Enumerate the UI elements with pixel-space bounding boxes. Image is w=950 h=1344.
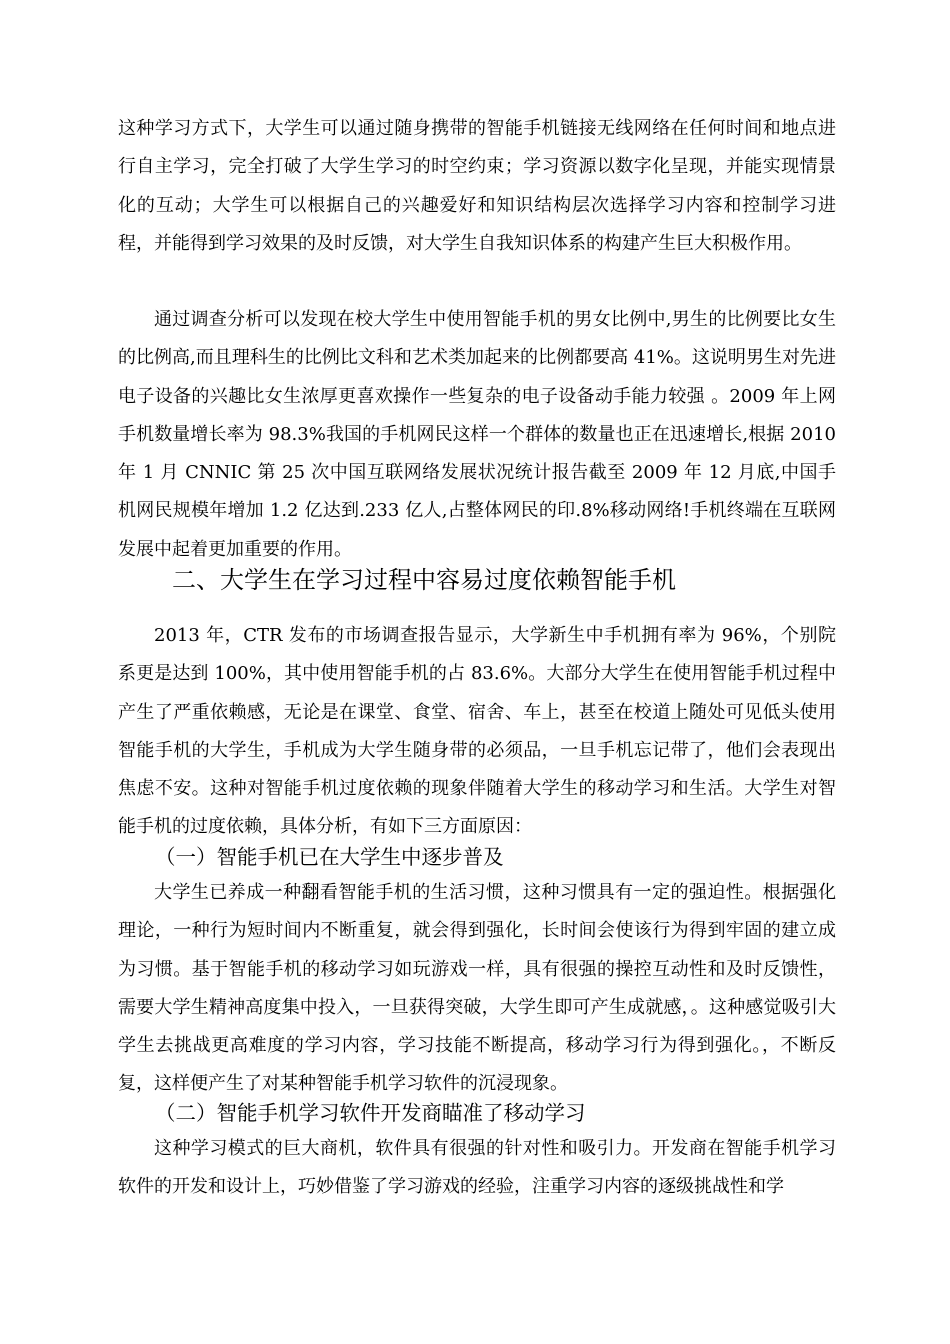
paragraph-habit-reinforcement: 大学生已养成一种翻看智能手机的生活习惯，这种习惯具有一定的强迫性。根据强化理论，一种行为短时间内不断重复，就会得到强化，长时间会使该行为得到牢固的建立成为习惯。基于智能手机的移动学习如玩游戏一样，具有很强的操控互动性和及时反馈性，需要大学生精神高度集中投入，一旦获得突破，大学生即可产生成就感，。这种感觉吸引大学生去挑战更高难度的学习内容，学习技能不断提高，移动学习行为得到强化。，不断反复，这样便产生了对某种智能手机学习软件的沉浸现象。 [118, 882, 836, 1095]
paragraph-business-opportunity: 这种学习模式的巨大商机，软件具有很强的针对性和吸引力。开发商在智能手机学习软件的开发和设计上，巧妙借鉴了学习游戏的经验，注重学习内容的逐级挑战性和学 [118, 1138, 836, 1198]
subheading-popularization: （一）智能手机已在大学生中逐步普及 [155, 845, 504, 869]
subheading-software-developers: （二）智能手机学习软件开发商瞄准了移动学习 [155, 1101, 586, 1125]
paragraph-ctr-report: 2013 年，CTR 发布的市场调查报告显示，大学新生中手机拥有率为 96%，个别院系更是达到 100%，其中使用智能手机的占 83.6%。大部分大学生在使用智能手机过程中产生了严重依赖感，无论是在课堂、食堂、宿舍、车上，甚至在校道上随处可见低头使用智能手机的大学生，手机成为大学生随身带的必须品，一旦手机忘记带了，他们会表现出焦虑不安。这种对智能手机过度依赖的现象伴随着大学生的移动学习和生活。大学生对智能手机的过度依赖，具体分析，有如下三方面原因： [118, 625, 836, 838]
section-heading-dependence: 二、大学生在学习过程中容易过度依赖智能手机 [172, 566, 676, 594]
paragraph-survey-gender-ratio: 通过调查分析可以发现在校大学生中使用智能手机的男女比例中,男生的比例要比女生的比例高,而且理科生的比例比文科和艺术类加起来的比例都要高 41%。这说明男生对先进电子设备的兴趣比女生浓厚更喜欢操作一些复杂的电子设备动手能力较强 。2009 年上网手机数量增长率为 98.3%我国的手机网民这样一个群体的数量也正在迅速增长,根据 2010 年 1 月 CNNIC 第 25 次中国互联网络发展状况统计报告截至 2009 年 12 月底,中国手机网民规模年增加 1.2 亿达到.233 亿人,占整体网民的印.8%移动网络!手机终端在互联网发展中起着更加重要的作用。 [118, 309, 836, 560]
paragraph-learning-mode: 这种学习方式下，大学生可以通过随身携带的智能手机链接无线网络在任何时间和地点进行自主学习，完全打破了大学生学习的时空约束；学习资源以数字化呈现，并能实现情景化的互动；大学生可以根据自己的兴趣爱好和知识结构层次选择学习内容和控制学习进程，并能得到学习效果的及时反馈，对大学生自我知识体系的构建产生巨大积极作用。 [118, 118, 836, 254]
